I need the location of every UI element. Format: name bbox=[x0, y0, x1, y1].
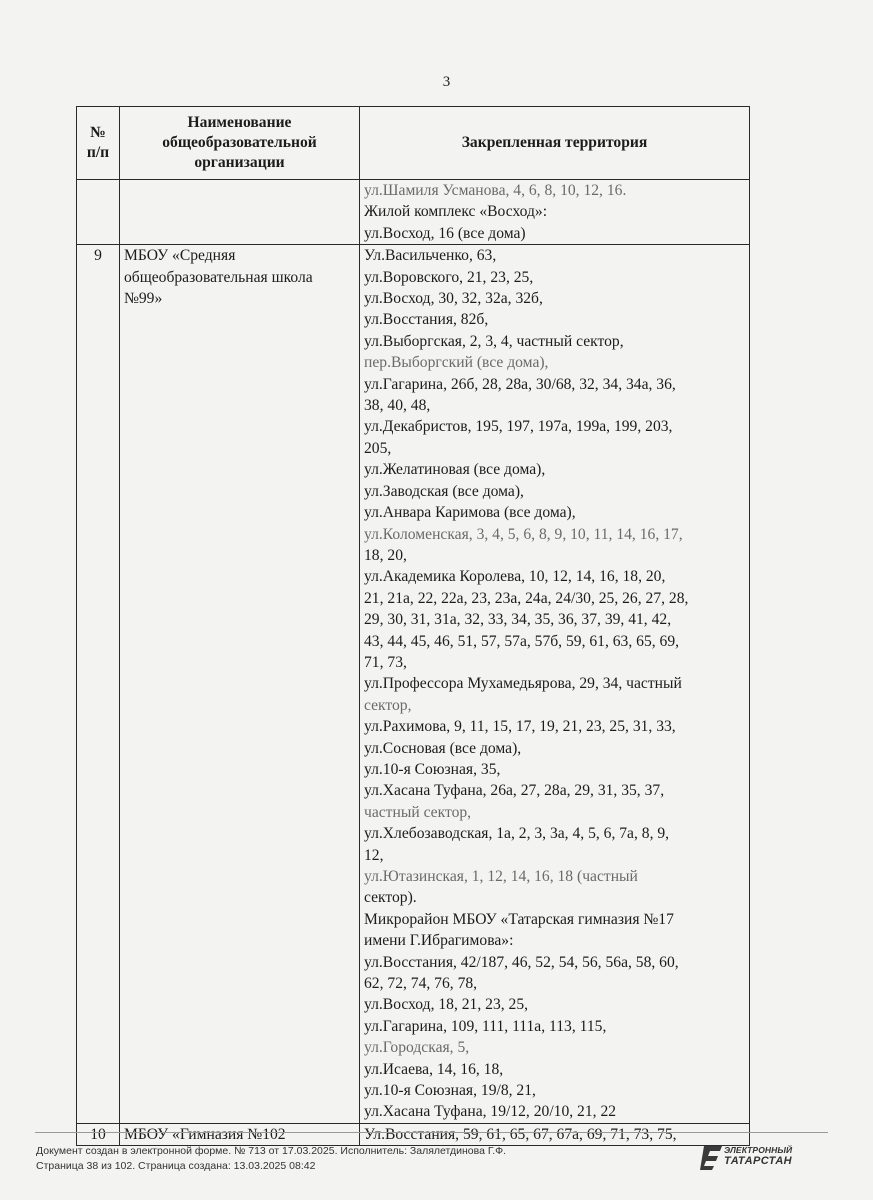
row-number: 9 bbox=[77, 245, 120, 1124]
territory-line: ул.Рахимова, 9, 11, 15, 17, 19, 21, 23, 25, 31, 33, bbox=[364, 718, 676, 736]
logo-line-1: ЭЛЕКТРОННЫЙ bbox=[724, 1145, 793, 1155]
assigned-territory bbox=[360, 1123, 750, 1145]
row-number bbox=[77, 180, 120, 245]
footer bbox=[36, 1144, 506, 1174]
header-num-line: п/п bbox=[86, 144, 110, 161]
footer-line-1: Документ создан в электронной форме. № 713 от 17.03.2025. Исполнитель: Залялетдинова Г.Ф. bbox=[36, 1145, 507, 1157]
territory-line: ул.Исаева, 14, 16, 18, bbox=[364, 1060, 504, 1078]
logo-line-2: ТАТАРСТАН bbox=[724, 1155, 793, 1167]
territory-line: 29, 30, 31, 31а, 32, 33, 34, 35, 36, 37, 39, 41, 42, bbox=[364, 611, 672, 629]
territory-line: 205, bbox=[364, 439, 392, 457]
organization-name bbox=[120, 245, 360, 1124]
territory-line: ул.10-я Союзная, 19/8, 21, bbox=[364, 1082, 536, 1100]
electronic-tatarstan-logo-icon bbox=[698, 1143, 724, 1171]
footer-line-2: Страница 38 из 102. Страница создана: 13.03.2025 08:42 bbox=[36, 1160, 316, 1172]
territory-line: ул.Заводская (все дома), bbox=[364, 482, 524, 500]
territory-line: Жилой комплекс «Восход»: bbox=[364, 203, 548, 221]
territory-line: частный сектор, bbox=[364, 803, 472, 821]
territory-line: Ул.Восстания, 59, 61, 65, 67, 67а, 69, 71, 73, 75, bbox=[364, 1125, 677, 1143]
territory-line: 62, 72, 74, 76, 78, bbox=[364, 975, 478, 993]
header-org bbox=[120, 107, 360, 180]
territory-line: ул.Гагарина, 26б, 28, 28а, 30/68, 32, 34, 34а, 36, bbox=[364, 375, 676, 393]
header-org-line: Наименование bbox=[187, 114, 292, 131]
territory-line: ул.Гагарина, 109, 111, 111а, 113, 115, bbox=[364, 1017, 607, 1035]
organization-name-line: МБОУ «Гимназия №102 bbox=[124, 1125, 286, 1143]
table-row bbox=[77, 245, 750, 1124]
territory-line: ул.Восстания, 82б, bbox=[364, 311, 489, 329]
organization-name bbox=[120, 1123, 360, 1145]
footer-divider bbox=[35, 1132, 828, 1133]
territory-line: ул.Анвара Каримова (все дома), bbox=[364, 504, 576, 522]
header-org-line: общеобразовательной bbox=[162, 134, 317, 151]
territory-line: 71, 73, bbox=[364, 653, 407, 671]
header-territory: Закрепленная территория bbox=[360, 107, 750, 180]
header-org-line: организации bbox=[194, 154, 285, 171]
territory-line: ул.Академика Королева, 10, 12, 14, 16, 18, 20, bbox=[364, 568, 666, 586]
organization-name-line: общеобразовательная школа bbox=[124, 268, 313, 286]
territory-line: ул.Восход, 16 (все дома) bbox=[364, 224, 526, 242]
territory-line: ул.Городская, 5, bbox=[364, 1039, 470, 1057]
territory-line: пер.Выборгский (все дома), bbox=[364, 354, 549, 372]
table-row bbox=[77, 180, 750, 245]
territory-line: ул.Сосновая (все дома), bbox=[364, 739, 522, 757]
header-num-line: № bbox=[90, 124, 106, 141]
territory-line: имени Г.Ибрагимова»: bbox=[364, 932, 514, 950]
header-num bbox=[77, 107, 120, 180]
page-number: 3 bbox=[442, 74, 451, 90]
territory-line: ул.Желатиновая (все дома), bbox=[364, 461, 546, 479]
territory-line: ул.Воровского, 21, 23, 25, bbox=[364, 268, 534, 286]
territory-line: ул.Выборгская, 2, 3, 4, частный сектор, bbox=[364, 332, 624, 350]
territory-line: ул.Хлебозаводская, 1а, 2, 3, 3а, 4, 5, 6, 7а, 8, 9, bbox=[364, 825, 670, 843]
territory-line: ул.10-я Союзная, 35, bbox=[364, 760, 501, 778]
electronic-tatarstan-logo bbox=[698, 1143, 808, 1173]
territory-line: ул.Восстания, 42/187, 46, 52, 54, 56, 56а, 58, 60, bbox=[364, 953, 679, 971]
table-header-row bbox=[77, 107, 750, 180]
territory-line: Ул.Васильченко, 63, bbox=[364, 247, 497, 265]
territory-line: ул.Восход, 30, 32, 32а, 32б, bbox=[364, 290, 543, 308]
row-number: 10 bbox=[77, 1123, 120, 1145]
territory-line: сектор, bbox=[364, 696, 412, 714]
territory-line: сектор). bbox=[364, 889, 417, 907]
territory-line: 12, bbox=[364, 846, 384, 864]
territory-line: 38, 40, 48, bbox=[364, 397, 431, 415]
territory-line: ул.Коломенская, 3, 4, 5, 6, 8, 9, 10, 11, 14, 16, 17, bbox=[364, 525, 683, 543]
assigned-territory bbox=[360, 245, 750, 1124]
organization-name-line: МБОУ «Средняя bbox=[124, 247, 236, 265]
territory-line: ул.Хасана Туфана, 19/12, 20/10, 21, 22 bbox=[364, 1103, 617, 1121]
territory-table bbox=[76, 106, 750, 1146]
territory-line: ул.Шамиля Усманова, 4, 6, 8, 10, 12, 16. bbox=[364, 182, 627, 199]
territory-line: 18, 20, bbox=[364, 546, 407, 564]
territory-line: 43, 44, 45, 46, 51, 57, 57а, 57б, 59, 61, 63, 65, 69, bbox=[364, 632, 680, 650]
territory-line: ул.Восход, 18, 21, 23, 25, bbox=[364, 996, 529, 1014]
assigned-territory bbox=[360, 180, 750, 245]
table-row bbox=[77, 1123, 750, 1145]
organization-name bbox=[120, 180, 360, 245]
territory-line: Микрорайон МБОУ «Татарская гимназия №17 bbox=[364, 910, 674, 928]
territory-line: ул.Хасана Туфана, 26а, 27, 28а, 29, 31, 35, 37, bbox=[364, 782, 665, 800]
territory-line: 21, 21а, 22, 22а, 23, 23а, 24а, 24/30, 25, 26, 27, 28, bbox=[364, 589, 689, 607]
organization-name-line: №99» bbox=[124, 290, 163, 308]
territory-line: ул.Ютазинская, 1, 12, 14, 16, 18 (частный bbox=[364, 868, 638, 885]
territory-line: ул.Декабристов, 195, 197, 197а, 199а, 199, 203, bbox=[364, 418, 673, 436]
territory-line: ул.Профессора Мухамедьярова, 29, 34, частный bbox=[364, 675, 682, 693]
